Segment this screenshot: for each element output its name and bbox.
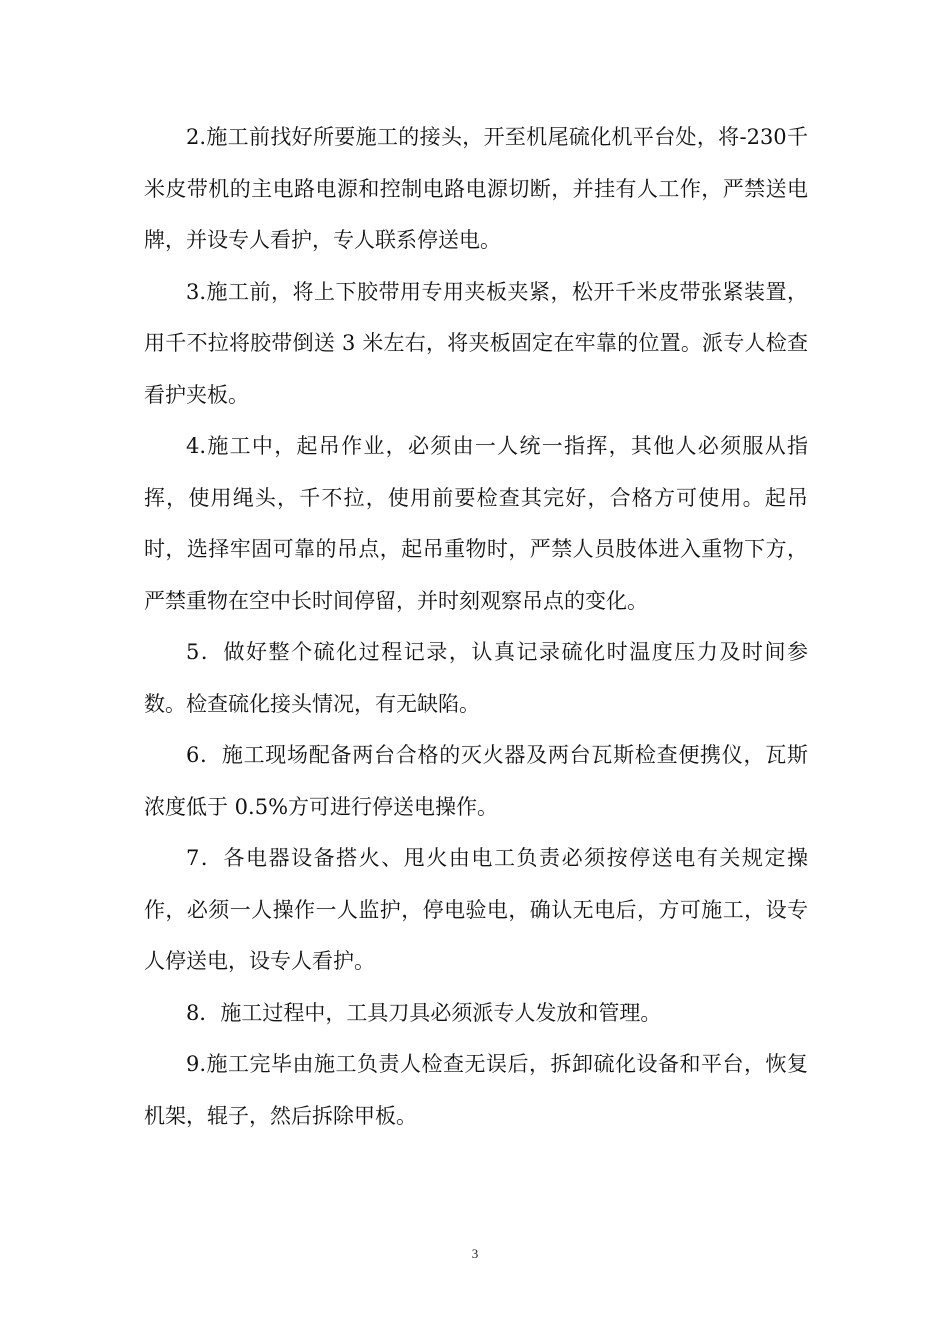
paragraph-item-8: 8．施工过程中，工具刀具必须派专人发放和管理。 (186, 1000, 662, 1025)
paragraph-item-6: 6．施工现场配备两台合格的灭火器及两台瓦斯检查便携仪，瓦斯浓度低于 0.5%方可进行停送电操作。 (144, 743, 808, 819)
page-number: 3 (471, 1246, 479, 1261)
paragraph-item-3: 3.施工前，将上下胶带用专用夹板夹紧，松开千米皮带张紧装置，用千不拉将胶带倒送 3 米左右，将夹板固定在牢靠的位置。派专人检查看护夹板。 (144, 279, 808, 407)
paragraph-item-7: 7．各电器设备搭火、甩火由电工负责必须按停送电有关规定操作，必须一人操作一人监护，停电验电，确认无电后，方可施工，设专人停送电，设专人看护。 (144, 846, 808, 973)
paragraph-item-5: 5．做好整个硫化过程记录，认真记录硫化时温度压力及时间参数。检查硫化接头情况，有无缺陷。 (144, 640, 808, 716)
paragraph-item-2: 2.施工前找好所要施工的接头，开至机尾硫化机平台处，将-230千米皮带机的主电路电源和控制电路电源切断，并挂有人工作，严禁送电牌，并设专人看护，专人联系停送电。 (144, 125, 808, 252)
paragraph-item-9: 9.施工完毕由施工负责人检查无误后，拆卸硫化设备和平台，恢复机架，辊子，然后拆除甲板。 (144, 1052, 808, 1128)
paragraph-item-4: 4.施工中，起吊作业，必须由一人统一指挥，其他人必须服从指挥，使用绳头，千不拉，使用前要检查其完好，合格方可使用。起吊时，选择牢固可靠的吊点，起吊重物时，严禁人员肢体进入重物下方，严禁重物在空中长时间停留，并时刻观察吊点的变化。 (144, 434, 808, 613)
document-body (144, 112, 808, 1142)
